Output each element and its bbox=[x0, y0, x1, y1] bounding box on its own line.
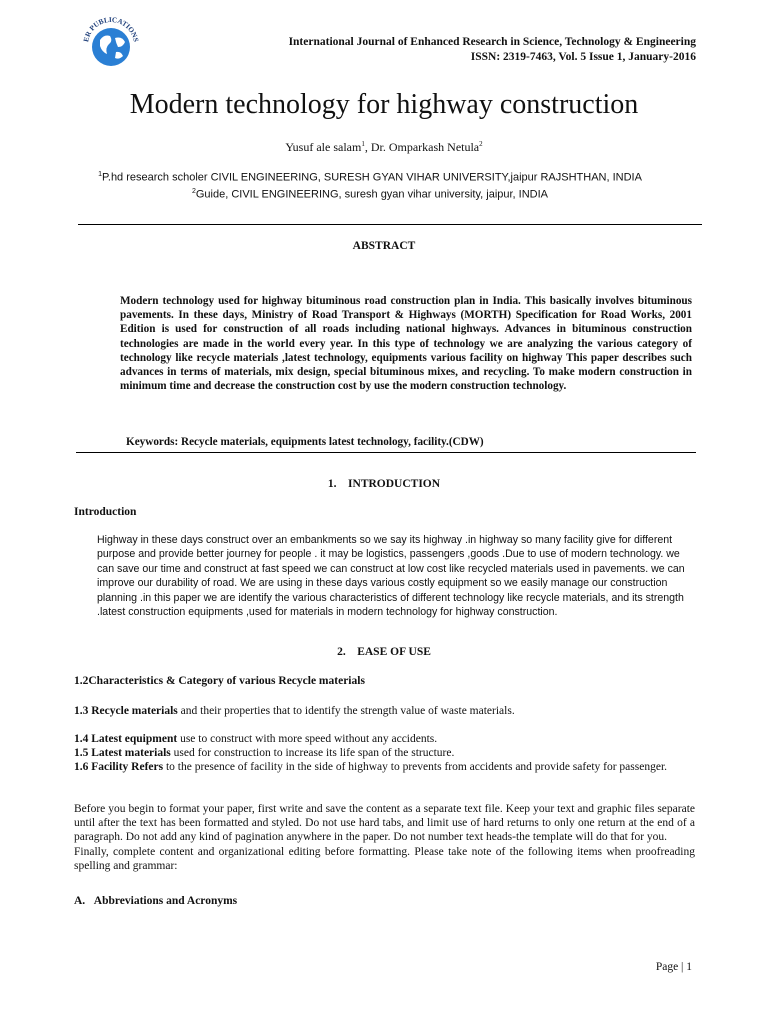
subsection-a-heading: A. Abbreviations and Acronyms bbox=[74, 895, 238, 907]
affiliation-2 bbox=[0, 185, 740, 202]
subsection-1-3-text: and their properties that to identify the strength value of waste materials. bbox=[177, 705, 515, 717]
list-item-1-4-title: 1.4 Latest equipment bbox=[74, 733, 178, 745]
section-2-heading: 2. EASE OF USE bbox=[337, 646, 431, 658]
subsection-1-2: 1.2Characteristics & Category of various Recycle materials bbox=[74, 675, 365, 687]
author-separator: , bbox=[364, 140, 371, 154]
journal-issn: ISSN: 2319-7463, Vol. 5 Issue 1, January-2016 bbox=[470, 51, 696, 63]
list-item-1-4-text: use to construct with more speed without any accidents. bbox=[177, 733, 438, 745]
author-1: Yusuf ale salam bbox=[285, 140, 362, 154]
page-number: Page | 1 bbox=[655, 961, 692, 973]
journal-header bbox=[289, 35, 696, 65]
paper-title: Modern technology for highway construction bbox=[129, 89, 639, 120]
keywords: Keywords: Recycle materials, equipments latest technology, facility.(CDW) bbox=[126, 436, 484, 448]
globe-icon bbox=[92, 28, 130, 66]
paragraph-format: Before you begin to format your paper, first write and save the content as a separate text file. Keep your text and graphic files separate until after the text has been formatted and styled. Do not use hard tabs, and limit use of hard returns to only one return at the end of a paragraph. Do not add any kind of pagination anywhere in the paper. Do not number text heads-the template will do that for you. bbox=[74, 803, 695, 844]
publisher-logo bbox=[80, 14, 142, 76]
author-2-marker: 2 bbox=[479, 140, 483, 148]
section-1-heading: 1. INTRODUCTION bbox=[327, 478, 441, 490]
divider-keywords bbox=[76, 452, 696, 453]
affiliation-2-marker: 2 bbox=[191, 187, 196, 195]
author-2: Dr. Omparkash Netula bbox=[370, 140, 480, 154]
journal-name: International Journal of Enhanced Research in Science, Technology & Engineering bbox=[288, 36, 696, 48]
list-item-1-5-title: 1.5 Latest materials bbox=[74, 747, 171, 759]
abstract-body: Modern technology used for highway bituminous road construction plan in India. This basically involves bituminous pavements. In these days, Ministry of Road Transport & Highways (MORTH) Specification for Road Works, 2001 Edition is used for construction of all roads including national highways. Advances in bituminous construction technologies are made in the world every year. In this type of technology we are analyzing the various category of technology like recycle materials ,latest technology, equipments various facility on highway This paper describes such advances in terms of materials, mix design, special bituminous mixes, and recycling. To make modern construction in minimum time and decrease the construction cost by use the modern construction technology. bbox=[120, 295, 692, 393]
feature-list bbox=[74, 732, 694, 774]
intro-body: Highway in these days construct over an embankments so we say its highway .in highway so many facility give for different purpose and provide better journey for people . it may be logistics, passengers ,goods .Due to use of modern technology. we can save our time and construct at fast speed we can construct at low cost like recycled materials used in pavements. we can improve our durability of road. We are using in these days various costly equipment so we easily manage our construction planning .in this paper we are identify the various characteristics of different technology like recycle materials, and its strength .latest construction equipments ,used for materials in modern technology for highway construction. bbox=[97, 534, 685, 619]
list-item-1-4 bbox=[74, 732, 694, 746]
subsection-1-3 bbox=[74, 705, 515, 717]
subsection-1-3-title: 1.3 Recycle materials bbox=[74, 705, 178, 717]
list-item-1-5-text: used for construction to increase its life span of the structure. bbox=[170, 747, 455, 759]
paragraph-proofreading: Finally, complete content and organizational editing before formatting. Please take note of the following items when proofreading spelling and grammar: bbox=[74, 845, 695, 872]
logo-text: ER PUBLICATIONS bbox=[82, 15, 140, 43]
formatting-paragraphs bbox=[74, 802, 695, 873]
abstract-heading: ABSTRACT bbox=[352, 240, 416, 252]
divider-top bbox=[78, 224, 702, 225]
author-1-marker: 1 bbox=[361, 140, 365, 148]
intro-subheading: Introduction bbox=[74, 506, 137, 518]
affiliation-2-text: Guide, CIVIL ENGINEERING, suresh gyan vihar university, jaipur, INDIA bbox=[195, 188, 549, 201]
affiliation-1 bbox=[0, 168, 740, 185]
list-item-1-6-title: 1.6 Facility Refers bbox=[74, 761, 164, 773]
affiliation-1-text: P.hd research scholer CIVIL ENGINEERING, SURESH GYAN VIHAR UNIVERSITY,jaipur RAJSHTHAN, INDIA bbox=[101, 171, 642, 184]
affiliation-1-marker: 1 bbox=[98, 171, 102, 178]
list-item-1-6-text: to the presence of facility in the side of highway to prevents from accidents and provide safety for passenger. bbox=[163, 761, 668, 773]
list-item-1-5 bbox=[74, 746, 694, 760]
list-item-1-6 bbox=[74, 760, 694, 774]
affiliations bbox=[0, 168, 740, 201]
author-line bbox=[0, 140, 768, 155]
